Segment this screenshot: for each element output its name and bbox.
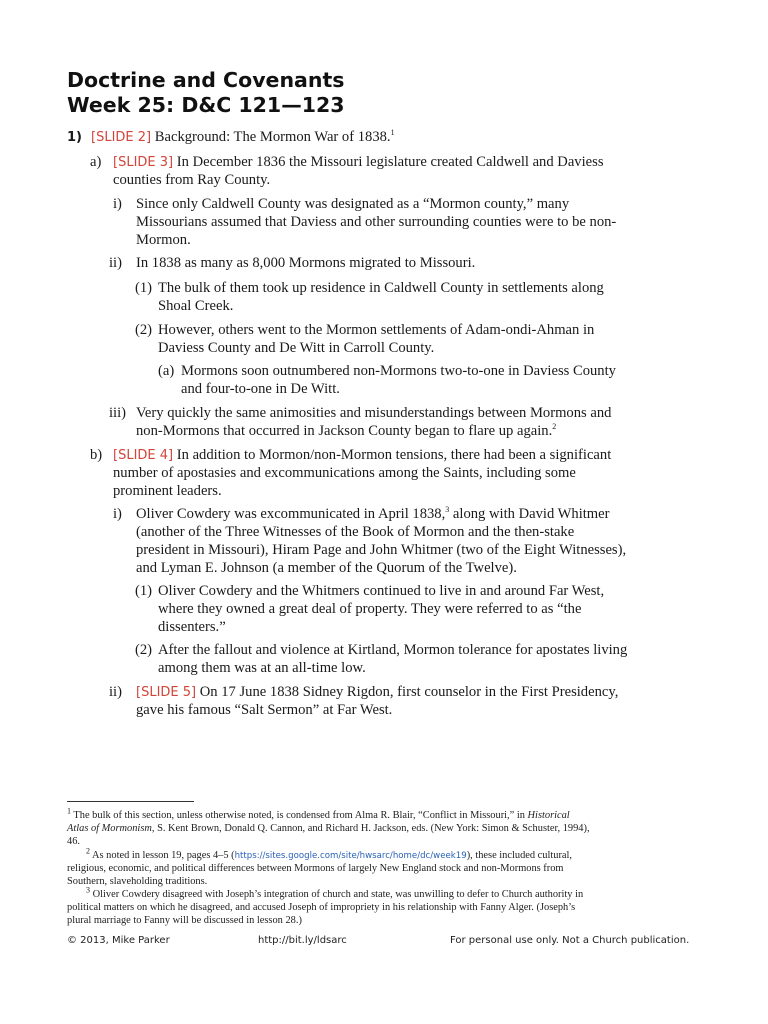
item-1p-line-2: Shoal Creek.	[158, 298, 234, 314]
item-i-line-3: Mormon.	[136, 232, 191, 248]
item-b-1p-line-3: dissenters.”	[158, 619, 226, 635]
item-number-b-1p: (1)	[135, 583, 153, 599]
item-number-b-2p: (2)	[135, 642, 153, 658]
item-iii-line-1: Very quickly the same animosities and misunderstandings between Mormons and	[136, 405, 612, 421]
item-b-i-line-2: (another of the Three Witnesses of the Book of Mormon and the then-stake	[136, 524, 575, 540]
item-number-1p: (1)	[135, 280, 153, 296]
footnote-2-line-1	[86, 846, 572, 863]
footnote-3-number: 3	[86, 885, 90, 895]
slide-marker: [SLIDE 3]	[113, 155, 174, 170]
footer-notice: For personal use only. Not a Church publication.	[450, 935, 690, 946]
footnote-2-line-3: Southern, slaveholding traditions.	[67, 876, 208, 887]
slide-marker: [SLIDE 4]	[113, 448, 174, 463]
item-i-line-2: Missourians assumed that Daviess and other surrounding counties were to be non-	[136, 214, 617, 230]
title-line-2: Week 25: D&C 121—123	[67, 93, 345, 117]
footnote-1-text-2: , S. Kent Brown, Donald Q. Cannon, and Richard H. Jackson, eds. (New York: Simon & Schuster, 1994),	[151, 823, 590, 834]
item-1-body: Background: The Mormon War of 1838.	[154, 129, 391, 145]
slide-marker: [SLIDE 2]	[91, 130, 152, 145]
footer-url[interactable]: http://bit.ly/ldsarc	[258, 935, 347, 946]
page-title	[67, 68, 344, 118]
item-i-line-1: Since only Caldwell County was designated as a “Mormon county,” many	[136, 196, 570, 212]
item-number-i: i)	[113, 196, 122, 212]
item-ap-line-1: Mormons soon outnumbered non-Mormons two-to-one in Daviess County	[181, 363, 616, 379]
footnote-3-line-3: plural marriage to Fanny will be discussed in lesson 28.)	[67, 915, 302, 926]
item-2p-line-2: Daviess County and De Witt in Carroll County.	[158, 340, 435, 356]
item-number-b: b)	[90, 447, 103, 463]
item-2p-line-1: However, others went to the Mormon settlements of Adam-ondi-Ahman in	[158, 322, 595, 338]
footnote-3-text: Oliver Cowdery disagreed with Joseph’s integration of church and state, was unwilling to defer to Church authority in	[92, 889, 584, 900]
item-iii-body: non-Mormons that occurred in Jackson County began to flare up again.	[136, 423, 553, 439]
footnote-2-number: 2	[86, 846, 90, 856]
item-b-ii-line-1	[136, 683, 618, 702]
item-number-a: a)	[90, 154, 102, 170]
item-number-iii: iii)	[109, 405, 127, 421]
item-number-b-i: i)	[113, 506, 122, 522]
item-b-1p-line-1: Oliver Cowdery and the Whitmers continued to live in and around Far West,	[158, 583, 605, 599]
footer-copyright: © 2013, Mike Parker	[67, 935, 170, 946]
footnote-ref-1: 1	[390, 128, 395, 138]
item-number-1: 1)	[67, 130, 82, 145]
item-number-2p: (2)	[135, 322, 153, 338]
footnote-1-line-3: 46.	[67, 836, 80, 847]
item-b-1p-line-2: where they owned a great deal of property. They were referred to as “the	[158, 601, 582, 617]
item-a-line-1	[113, 153, 604, 172]
footnote-1-italic: Historical	[527, 810, 570, 821]
item-b-i-line-1	[136, 505, 610, 523]
item-b-line-1	[113, 446, 611, 465]
item-b-line-2: number of apostasies and excommunications among the Saints, including some	[113, 465, 576, 481]
footnote-3-line-2: political matters on which he disagreed, and accused Joseph of impropriety in his relationship with Fanny Alger. (Joseph’s	[67, 902, 576, 913]
footnote-1-line-1	[67, 806, 570, 823]
footnote-1-text: The bulk of this section, unless otherwise noted, is condensed from Alma R. Blair, “Conflict in Missouri,” in	[73, 810, 525, 821]
item-ap-line-2: and four-to-one in De Witt.	[181, 381, 340, 397]
item-b-i-line-4: and Lyman E. Johnson (a member of the Quorum of the Twelve).	[136, 560, 517, 576]
item-b-body: In addition to Mormon/non-Mormon tensions, there had been a significant	[176, 447, 612, 463]
item-b-2p-line-1: After the fallout and violence at Kirtland, Mormon tolerance for apostates living	[158, 642, 628, 658]
footnote-3-line-1	[86, 885, 584, 902]
item-b-ii-body: On 17 June 1838 Sidney Rigdon, first counselor in the First Presidency,	[199, 684, 619, 700]
item-b-i-body-a: Oliver Cowdery was excommunicated in April 1838,	[136, 506, 446, 522]
footnote-2-link[interactable]: https://sites.google.com/site/hwsarc/home/dc/week19	[234, 851, 467, 861]
item-number-ii: ii)	[109, 255, 122, 271]
footnote-1-italic-2: Atlas of Mormonism	[67, 823, 152, 834]
item-ii-line-1: In 1838 as many as 8,000 Mormons migrated to Missouri.	[136, 255, 476, 271]
footnote-2-text: As noted in lesson 19, pages 4–5 (	[92, 850, 235, 861]
item-b-i-line-3: president in Missouri), Hiram Page and John Whitmer (two of the Eight Witnesses),	[136, 542, 627, 558]
item-b-line-3: prominent leaders.	[113, 483, 222, 499]
item-a-body: In December 1836 the Missouri legislature created Caldwell and Daviess	[176, 154, 604, 170]
item-b-ii-line-2: gave his famous “Salt Sermon” at Far West.	[136, 702, 393, 718]
footnote-divider	[67, 801, 194, 802]
footnote-ref-2: 2	[552, 422, 557, 432]
footnote-2-line-2: religious, economic, and political differences between Mormons of largely New England stock and non-Mormons from	[67, 863, 564, 874]
item-1-text	[91, 128, 395, 147]
item-number-b-ii: ii)	[109, 684, 122, 700]
item-a-line-2: counties from Ray County.	[113, 172, 271, 188]
title-line-1: Doctrine and Covenants	[67, 68, 345, 92]
footnote-ref-3: 3	[445, 505, 450, 515]
slide-marker: [SLIDE 5]	[136, 685, 197, 700]
footnote-1-line-2	[67, 823, 590, 836]
item-b-2p-line-2: among them was at an all-time low.	[158, 660, 366, 676]
item-number-ap: (a)	[158, 363, 175, 379]
item-1p-line-1: The bulk of them took up residence in Caldwell County in settlements along	[158, 280, 604, 296]
footnote-2-text-b: ), these included cultural,	[466, 850, 572, 861]
item-b-i-body-b: along with David Whitmer	[452, 506, 610, 522]
item-iii-line-2	[136, 422, 556, 440]
footnote-1-number: 1	[67, 806, 71, 816]
